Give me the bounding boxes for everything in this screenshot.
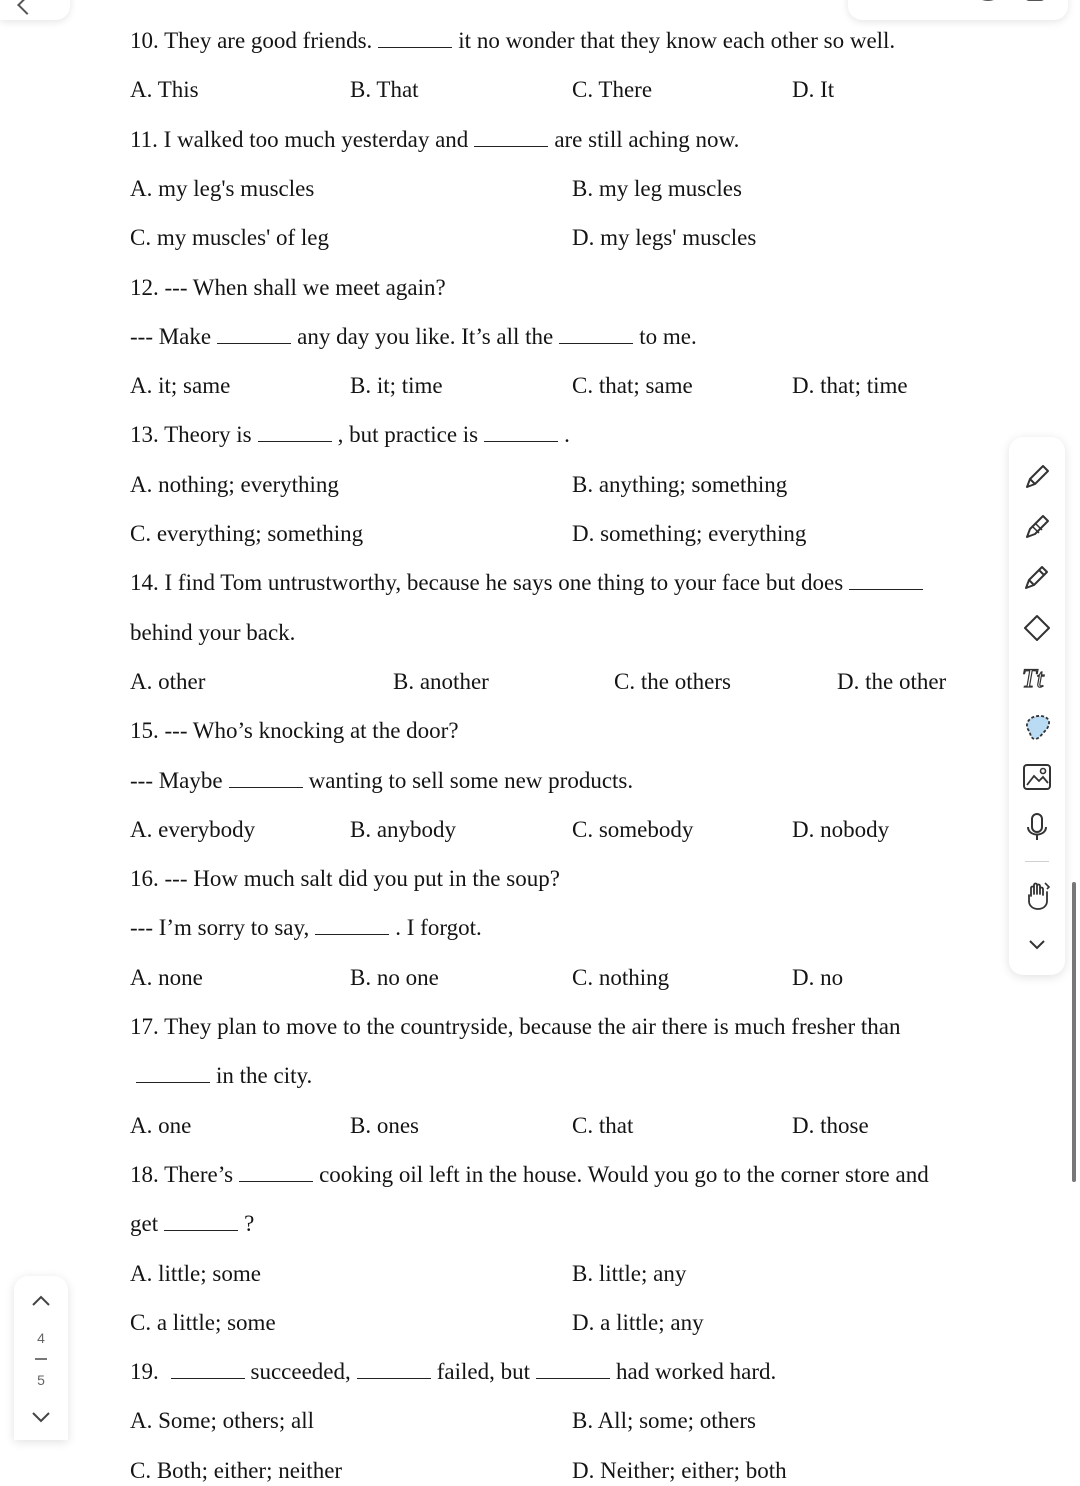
answer-option: B. no one	[350, 964, 439, 990]
back-button[interactable]	[0, 0, 70, 20]
answer-option: D. Neither; either; both	[572, 1457, 787, 1483]
question-text: succeeded,	[250, 1359, 351, 1385]
answer-option: A. my leg's muscles	[130, 175, 315, 201]
answer-option: C. my muscles' of leg	[130, 225, 329, 251]
current-page: 4	[37, 1330, 45, 1346]
answer-option: A. none	[130, 964, 203, 990]
lasso-icon[interactable]	[1021, 711, 1053, 743]
question-14-line	[130, 618, 295, 648]
answer-option: C. There	[572, 77, 653, 103]
question-text: had worked hard.	[616, 1359, 777, 1385]
answer-option: C. that; same	[572, 373, 693, 399]
answer-option: D. no	[792, 964, 844, 990]
question-text: Theory is	[164, 422, 252, 448]
question-text: are still aching now.	[554, 126, 740, 152]
answer-blank	[484, 421, 558, 442]
question-18-line	[130, 1160, 929, 1190]
answer-option: C. everything; something	[130, 521, 364, 546]
question-17-line	[130, 1012, 900, 1042]
answer-blank	[559, 323, 633, 344]
question-text: I find Tom untrustworthy, because he says one thing to your face but does	[164, 570, 844, 596]
answer-option: C. somebody	[572, 816, 694, 842]
answer-blank	[229, 767, 303, 788]
question-text: . I forgot.	[395, 915, 482, 941]
question-text: --- I’m sorry to say,	[130, 915, 310, 941]
answer-blank	[357, 1358, 431, 1379]
question-text: to me.	[639, 323, 697, 349]
question-14-line	[130, 568, 929, 598]
answer-option: B. little; any	[572, 1260, 687, 1286]
answer-option: A. other	[130, 668, 206, 694]
answer-option: A. little; some	[130, 1260, 261, 1286]
eraser-icon[interactable]	[1021, 611, 1053, 643]
collapse-chevron-icon[interactable]	[1025, 933, 1049, 957]
answer-option: D. those	[792, 1112, 869, 1138]
question-text: --- Who’s knocking at the door?	[164, 718, 459, 744]
annotation-tool-panel	[1009, 437, 1065, 975]
answer-blank	[315, 914, 389, 935]
question-17-line	[130, 1061, 312, 1091]
answer-option: C. a little; some	[130, 1309, 276, 1335]
answer-option: B. another	[393, 668, 489, 694]
answer-blank	[258, 421, 332, 442]
text-tool-icon[interactable]	[1021, 661, 1053, 693]
question-text: it no wonder that they know each other so well.	[458, 28, 896, 53]
answer-blank	[217, 323, 291, 344]
answer-option: D. nobody	[792, 816, 890, 842]
question-text: --- Make	[130, 323, 212, 349]
question-text: They plan to move to the countryside, because the air there is much fresher than	[164, 1014, 901, 1039]
answer-blank	[136, 1062, 210, 1083]
question-text: cooking oil left in the house. Would you go to the corner store and	[319, 1161, 929, 1187]
answer-blank	[474, 126, 548, 147]
question-text: --- When shall we meet again?	[164, 274, 446, 300]
circle-icon[interactable]	[968, 0, 1008, 4]
question-15-line	[130, 716, 459, 746]
copy-icon[interactable]	[1020, 0, 1050, 4]
answer-option: C. that	[572, 1112, 634, 1138]
microphone-icon[interactable]	[1021, 811, 1053, 843]
question-text: any day you like. It’s all the	[297, 323, 554, 349]
question-text: get	[130, 1211, 159, 1237]
question-number: 10.	[130, 28, 165, 53]
question-number: 11.	[130, 126, 164, 152]
top-toolbar	[848, 0, 1068, 20]
answer-option: D. It	[792, 77, 835, 103]
question-number: 17.	[130, 1014, 165, 1039]
answer-option: D. a little; any	[572, 1309, 704, 1335]
answer-option: C. the others	[614, 668, 731, 694]
question-number: 14.	[130, 570, 165, 596]
highlighter-icon[interactable]	[1021, 511, 1053, 543]
marker-icon[interactable]	[1021, 561, 1053, 593]
answer-option: C. Both; either; neither	[130, 1457, 343, 1483]
answer-option: A. This	[130, 77, 199, 103]
question-text: wanting to sell some new products.	[308, 767, 634, 793]
question-16-line	[130, 864, 560, 894]
answer-option: D. my legs' muscles	[572, 225, 757, 251]
answer-option: B. it; time	[350, 373, 443, 399]
question-12-line	[130, 322, 697, 352]
question-text: failed, but	[436, 1359, 530, 1385]
answer-blank	[536, 1358, 610, 1379]
answer-option: B. ones	[350, 1112, 419, 1138]
question-number: 15.	[130, 718, 165, 744]
question-text: --- Maybe	[130, 767, 223, 793]
page-divider	[35, 1358, 47, 1360]
question-18-line	[130, 1209, 254, 1239]
answer-option: B. All; some; others	[572, 1408, 756, 1434]
question-text: There’s	[164, 1161, 234, 1187]
question-number: 19.	[130, 1359, 165, 1385]
answer-blank	[171, 1358, 245, 1379]
answer-option: B. my leg muscles	[572, 175, 742, 201]
answer-option: C. nothing	[572, 964, 670, 990]
page-navigator	[14, 1276, 68, 1440]
question-text: ?	[244, 1211, 255, 1237]
answer-option: B. That	[350, 77, 419, 103]
question-13-line	[130, 420, 570, 450]
answer-option: B. anything; something	[572, 471, 788, 497]
total-pages: 5	[37, 1372, 45, 1388]
pen-icon[interactable]	[1021, 461, 1053, 493]
svg-text:Tt: Tt	[1022, 664, 1044, 693]
answer-option: A. it; same	[130, 373, 231, 399]
question-text: I walked too much yesterday and	[163, 126, 469, 152]
answer-option: B. anybody	[350, 816, 457, 842]
answer-blank	[164, 1210, 238, 1231]
question-text: .	[564, 422, 570, 448]
page-up-icon[interactable]	[30, 1292, 52, 1308]
chevron-left-icon	[17, 0, 37, 15]
question-number: 12.	[130, 274, 165, 300]
answer-blank	[849, 569, 923, 590]
question-12-line	[130, 273, 446, 303]
question-text: in the city.	[216, 1063, 313, 1089]
hand-gesture-icon[interactable]	[1021, 879, 1053, 911]
question-text: behind your back.	[130, 619, 296, 645]
question-text: --- How much salt did you put in the soup?	[164, 866, 560, 892]
question-number: 16.	[130, 866, 165, 892]
question-15-line	[130, 766, 633, 796]
question-10-line	[130, 26, 895, 56]
vertical-scrollbar[interactable]	[1072, 882, 1076, 1182]
image-icon[interactable]	[1021, 761, 1053, 793]
answer-option: A. nothing; everything	[130, 471, 339, 497]
question-19-line	[130, 1357, 776, 1387]
question-text: They are good friends.	[164, 28, 373, 53]
question-text: , but practice is	[337, 422, 479, 448]
answer-blank	[378, 27, 452, 48]
question-number: 13.	[130, 422, 165, 448]
answer-option: D. that; time	[792, 373, 908, 399]
tool-separator	[1025, 861, 1049, 862]
answer-blank	[239, 1161, 313, 1182]
answer-option: A. Some; others; all	[130, 1408, 314, 1434]
question-number: 18.	[130, 1161, 165, 1187]
page-down-icon[interactable]	[30, 1410, 52, 1426]
answer-option: A. one	[130, 1112, 192, 1138]
answer-option: A. everybody	[130, 816, 256, 842]
answer-option: D. something; everything	[572, 521, 807, 546]
question-16-line	[130, 913, 482, 943]
answer-option: D. the other	[837, 668, 947, 694]
question-11-line	[130, 125, 739, 155]
